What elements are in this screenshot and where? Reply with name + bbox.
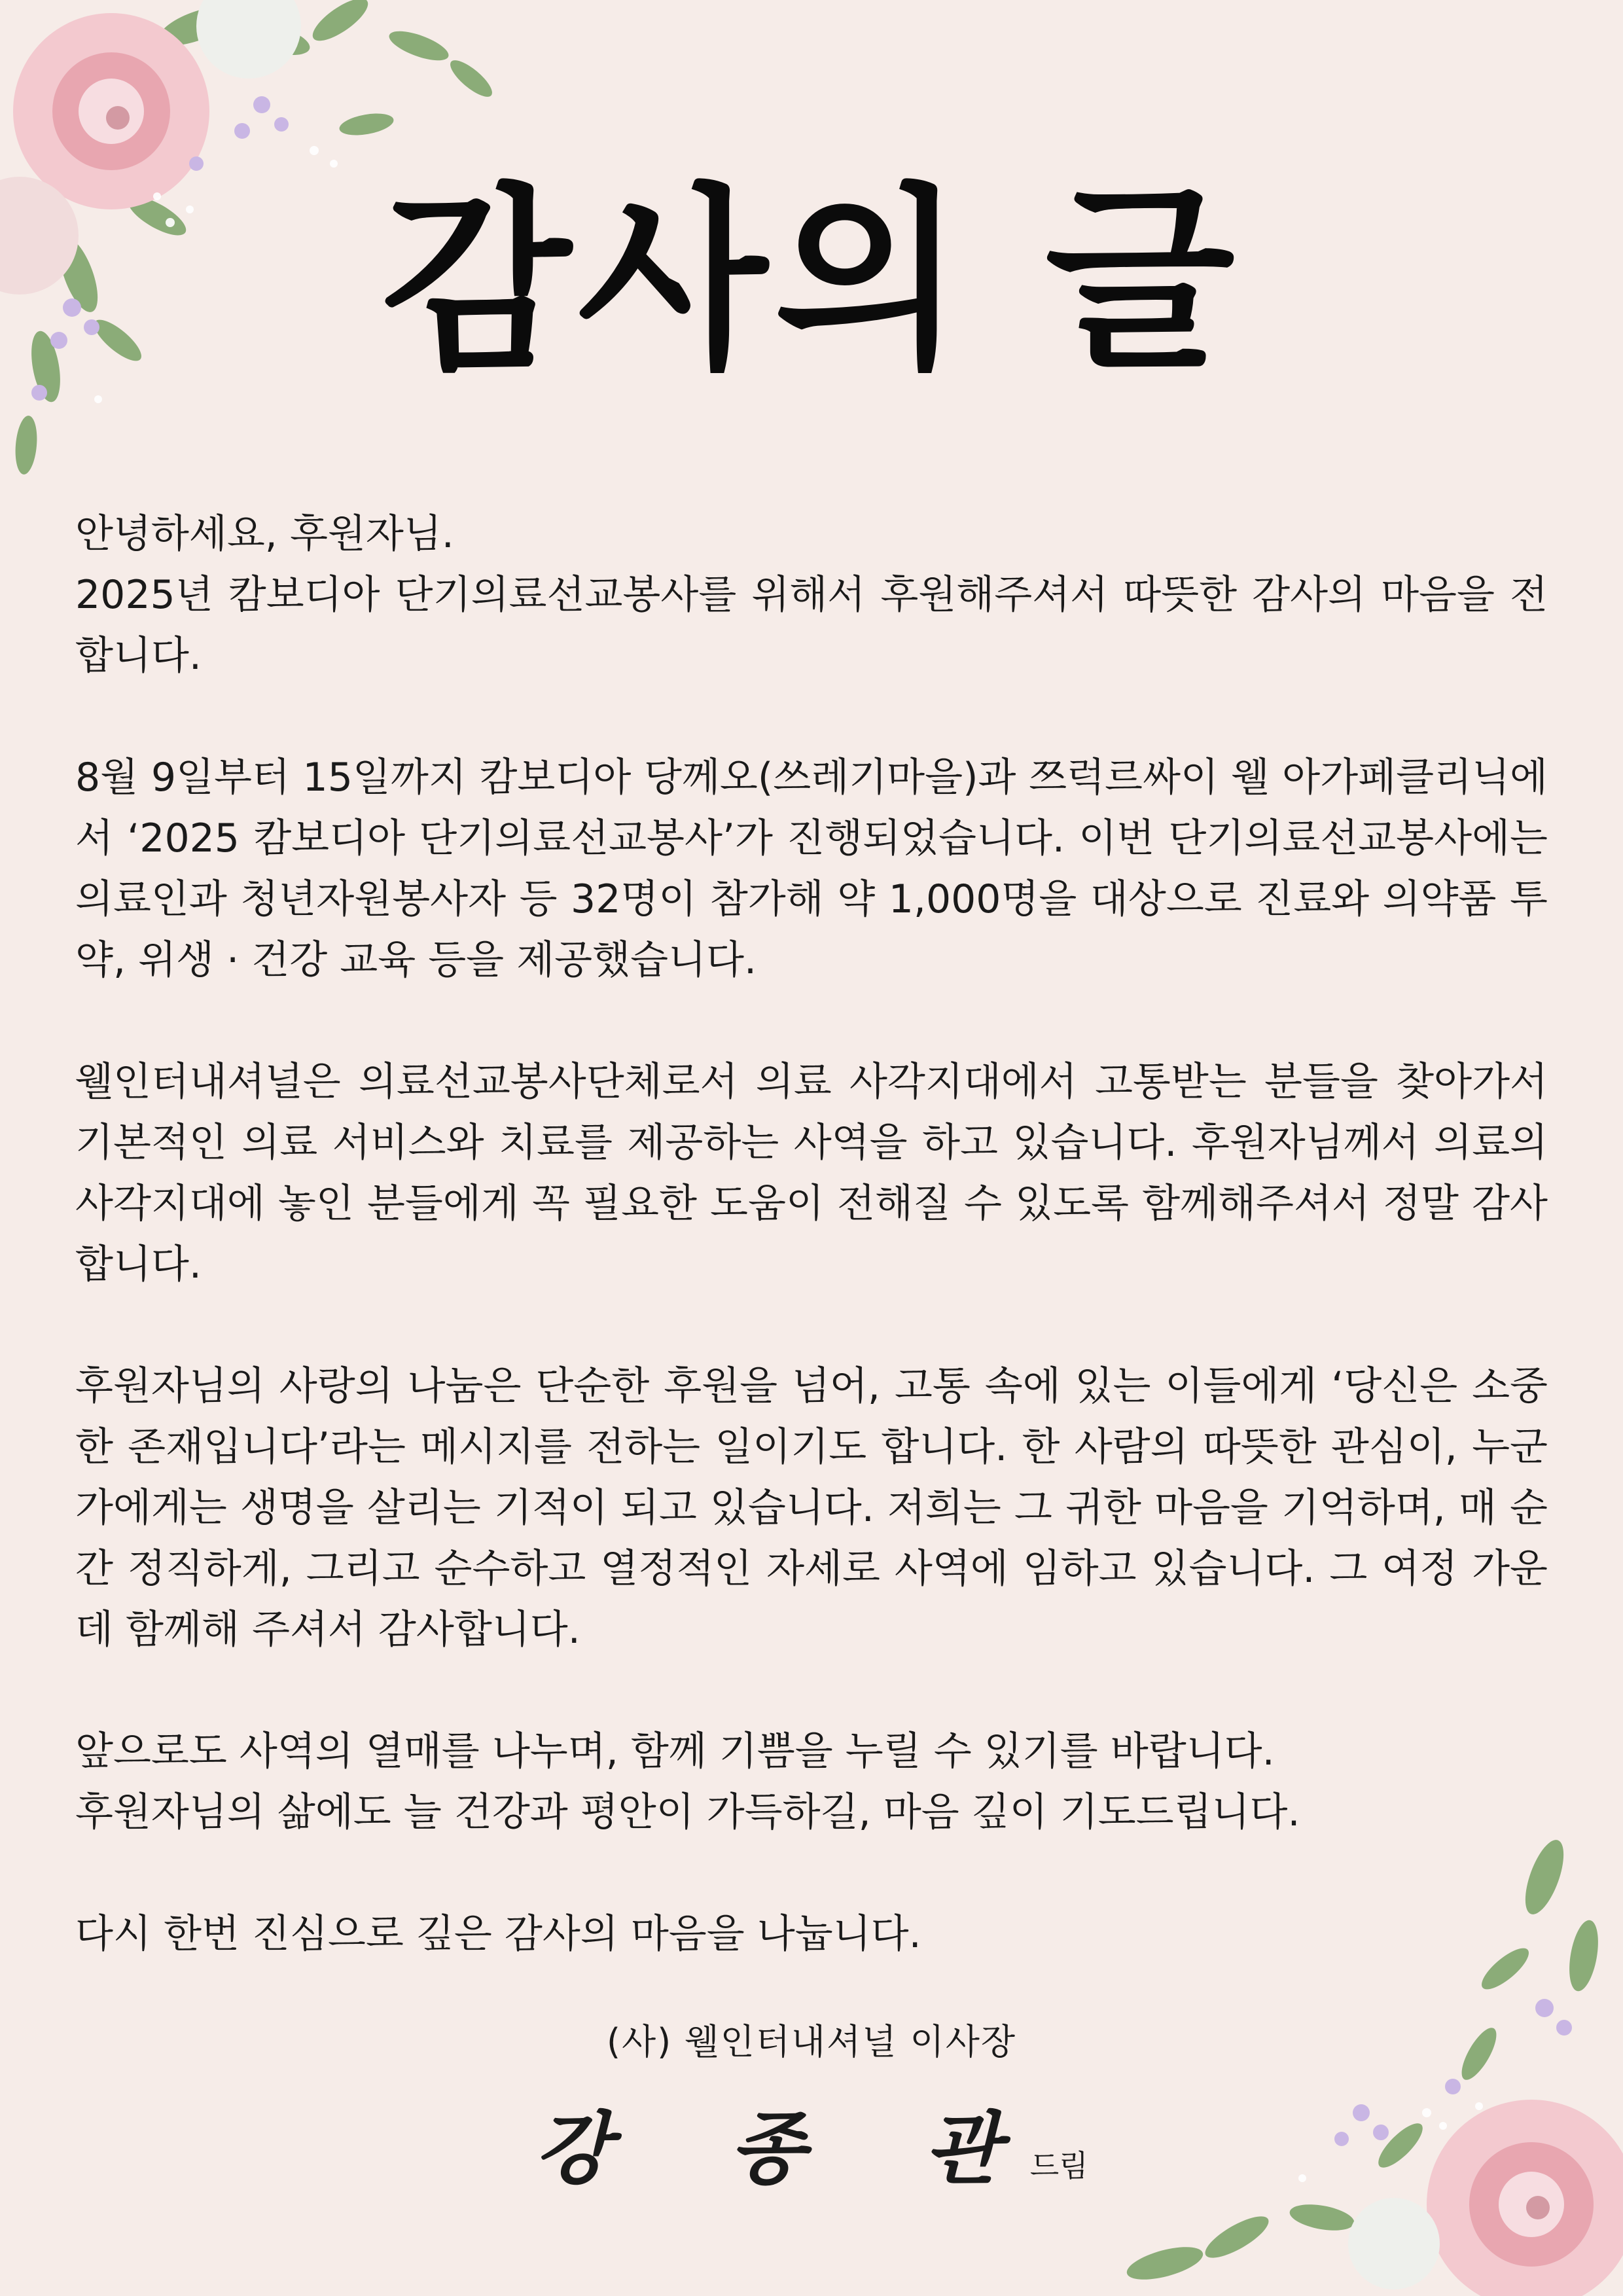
letter-title: 감사의 글 <box>382 167 1241 395</box>
closing-line: 앞으로도 사역의 열매를 나누며, 함께 기쁨을 누릴 수 있기를 바랍니다. <box>75 1729 1275 1774</box>
signature-name-row <box>0 2087 1623 2199</box>
signature-block <box>0 2016 1623 2199</box>
body-paragraph: 웰인터내셔널은 의료선교봉사단체로서 의료 사각지대에서 고통받는 분들을 찾아가서 기본적인 의료 서비스와 치료를 제공하는 사역을 하고 있습니다. 후원자님께서 의료의 사각지대에 놓인 분들에게 꼭 필요한 도움이 전해질 수 있도록 함께해주셔서 정말 감사합니다. <box>75 1059 1548 1287</box>
letter-body <box>75 504 1548 1965</box>
greeting-line: 2025년 캄보디아 단기의료선교봉사를 위해서 후원해주셔서 따뜻한 감사의 마음을 전합니다. <box>75 572 1548 679</box>
signature-organization: (사) 웰인터내셔널 이사장 <box>606 2021 1017 2062</box>
signature-suffix: 드림 <box>1029 2148 1088 2183</box>
closing-line: 후원자님의 삶에도 늘 건강과 평안이 가득하길, 마음 깊이 기도드립니다. <box>75 1789 1300 1835</box>
signature-name: 강 종 관 <box>535 2103 1046 2195</box>
greeting-line: 안녕하세요, 후원자님. <box>75 511 454 557</box>
body-paragraph: 8월 9일부터 15일까지 캄보디아 당께오(쓰레기마을)과 쯔럭르싸이 웰 아가페클리닉에서 ‘2025 캄보디아 단기의료선교봉사’가 진행되었습니다. 이번 단기의료선교봉사에는 의료인과 청년자원봉사자 등 32명이 참가해 약 1,000명을 대상으로 진료와 의약품 투약, 위생 · 건강 교육 등을 제공했습니다. <box>75 755 1548 983</box>
body-paragraph: 후원자님의 사랑의 나눔은 단순한 후원을 넘어, 고통 속에 있는 이들에게 ‘당신은 소중한 존재입니다’라는 메시지를 전하는 일이기도 합니다. 한 사람의 따뜻한 관심이, 누군가에게는 생명을 살리는 기적이 되고 있습니다. 저희는 그 귀한 마음을 기억하며, 매 순간 정직하게, 그리고 순수하고 열정적인 자세로 사역에 임하고 있습니다. 그 여정 가운데 함께해 주셔서 감사합니다. <box>75 1363 1548 1653</box>
final-line: 다시 한번 진심으로 깊은 감사의 마음을 나눕니다. <box>75 1911 921 1957</box>
